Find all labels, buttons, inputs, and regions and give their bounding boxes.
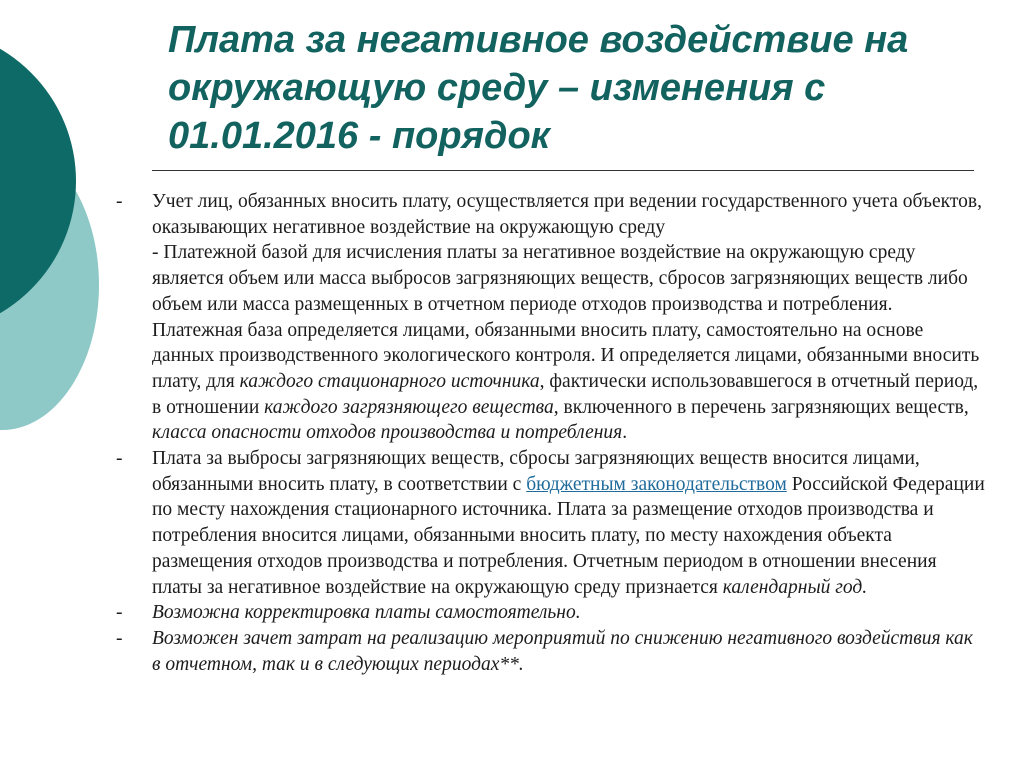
list-item [116, 189, 986, 446]
list-item [116, 446, 986, 600]
title-divider [152, 170, 974, 171]
slide-title: Плата за негативное воздействие на окружающую среду – изменения с 01.01.2016 - порядок [168, 19, 909, 157]
item-paragraph [152, 189, 986, 446]
emphasis-text: каждого загрязняющего вещества [264, 396, 554, 418]
list-item [116, 600, 986, 626]
text-run: - Платежной базой для исчисления платы за негативное воздействие на окружающую среду является объем или масса выбросов загрязняющих веществ, сбросов загрязняющих веществ либо объем или масса размещенных в отчетном периоде отходов производства и потребления. Платежная база определяется лицами, обязанными вносить плату, самостоятельно на основе данных производственного экологического контроля. И определяется лицами, обязанными вносить плату, для [152, 242, 980, 392]
emphasis-text: Возможна корректировка платы самостоятельно. [152, 602, 581, 624]
list-dash: - [116, 191, 123, 212]
list-dash: - [116, 448, 123, 470]
emphasis-text: календарный год. [722, 576, 868, 598]
list-item [116, 626, 986, 677]
emphasis-text: класса опасности отходов производства и потребления [152, 422, 623, 444]
text-run: , включенного в перечень загрязняющих веществ, [553, 396, 969, 418]
emphasis-text: Возможен зачет затрат на реализацию мероприятий по снижению негативного воздействия как в отчетном, так и в следующих периодах**. [152, 627, 973, 675]
text-run: , фактически использовавшегося в отчетный период, в отношении [152, 370, 979, 418]
emphasis-text: каждого стационарного источника [239, 370, 540, 392]
text-run: . [622, 422, 628, 444]
item-text: Учет лиц, обязанных вносить плату, осуществляется при ведении государственного учета объектов, оказывающих негативное воздействие на окружающую среду [152, 191, 982, 238]
text-run: Российской Федерации по месту нахождения стационарного источника. Плата за размещение отходов производства и потребления вносится лицами, обязанными вносить плату, по месту нахождения объекта размещения отходов производства и потребления. Отчетным периодом в отношении внесения платы за негативное воздействие на окружающую среду признается [152, 473, 985, 598]
list-dash: - [116, 602, 123, 624]
text-run: Плата за выбросы загрязняющих веществ, сбросы загрязняющих веществ вносится лицами, обязанными вносить плату, в соответствии с [152, 448, 920, 495]
list-dash: - [116, 627, 123, 649]
item-text-continuation [152, 240, 986, 446]
budget-legislation-link[interactable]: бюджетным законодательством [526, 473, 787, 495]
item-paragraph [152, 446, 986, 600]
slide-body [116, 189, 986, 677]
